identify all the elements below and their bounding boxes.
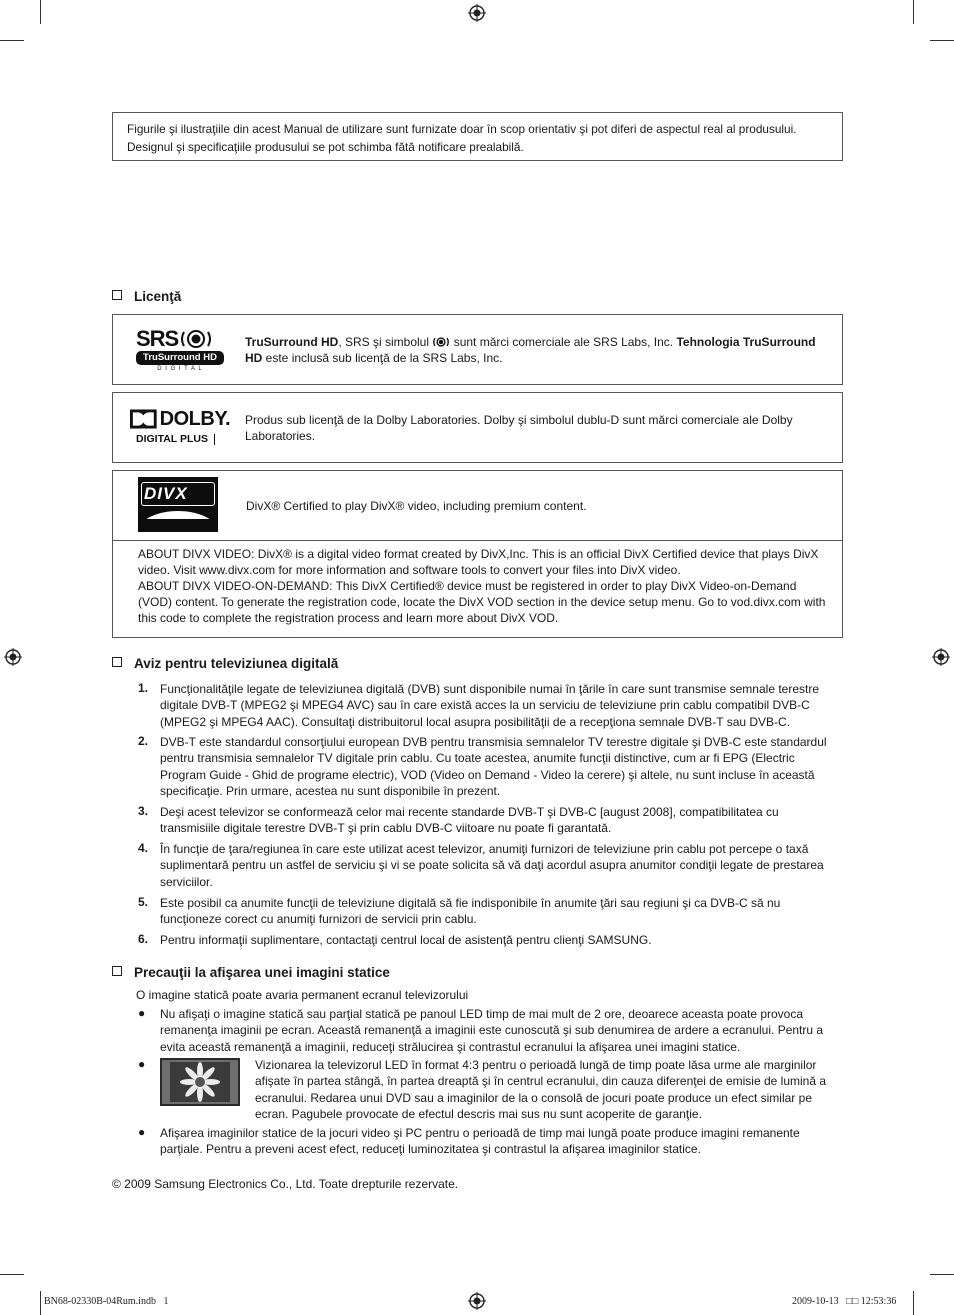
bullet-icon: ● (138, 1057, 146, 1071)
checkbox-bullet-icon (112, 657, 122, 667)
list-item-number: 2. (138, 734, 149, 748)
list-item: În funcţie de ţara/regiunea în care este utilizat acest televizor, anumiţi furnizori de televiziune prin cablu pot percepe o taxă suplimentară pentru un astfel de serviciu şi vi se poate solicita să vă daţi acordul asupra anumitor condiţii legate de prestarea serviciilor. (160, 842, 824, 889)
dolby-double-d-icon (130, 409, 157, 429)
list-item: Vizionarea la televizorul LED în format 4:3 pentru o perioadă lungă de timp poate lăsa urme ale marginilor afişate în partea stângă, în partea dreaptă şi în centrul ecranului, din cauza diferenţei de emisie de lumină a ecranului. Redarea unui DVD sau a imaginilor de la o consolă de jocuri poate produce un efect similar pe ecran. Pagubele provocate de efectul descris mai sus nu sunt acoperite de garanţie. (255, 1058, 827, 1121)
registration-mark-icon (932, 648, 950, 666)
crop-mark (913, 0, 914, 24)
list-item-number: 4. (138, 841, 149, 855)
list-item: Nu afişaţi o imagine statică sau parţial statică pe panoul LED timp de mai mult de 2 ore, deoarece aceasta poate provoca remanenţa imaginii pe ecran. Această remanenţă a imaginii este cunoscută şi sub denumirea de ardere a ecranului. Pentru a evita această remanenţă a imaginii, reduceţi strălucirea şi contrastul ecranului la afişarea unei imagini statice. (160, 1007, 824, 1054)
registration-mark-icon (4, 648, 22, 666)
dolby-logo-text: DOLBY. (159, 408, 230, 430)
divx-logo-base (138, 519, 218, 532)
list-item: Funcţionalităţile legate de televiziunea digitală (DVB) sunt disponibile numai în ţările în care sunt transmise semnale terestre digitale DVB-T (MPEG2 şi MPEG4 AVC) sau în care există acces la un serviciu de televiziune prin cablu compatibil DVB-C (MPEG2 şi MPEG4 AAC). Consultaţi distribuitorul local asupra posibilităţii de a recepţiona semnale DVB-T sau DVB-C. (160, 682, 820, 729)
srs-logo (136, 328, 224, 372)
checkbox-bullet-icon (112, 290, 122, 300)
dolby-digital-plus-label: DIGITAL PLUS (136, 434, 215, 445)
notice-line-2: Designul şi specificaţiile produsului se pot schimba fătă notificare prealabilă. (127, 140, 524, 154)
licence-heading: Licenţă (112, 288, 181, 306)
footer-file-name: BN68-02330B-04Rum.indb (44, 1296, 156, 1307)
list-item: Pentru informaţii suplimentare, contactaţi centrul local de asistenţă pentru clienţi SAMSUNG. (160, 933, 652, 947)
footer-date: 2009-10-13 (792, 1296, 839, 1307)
checkbox-bullet-icon (112, 966, 122, 976)
bullet-icon: ● (138, 1006, 146, 1020)
crop-mark (40, 0, 41, 24)
divx-divider (113, 540, 842, 541)
footer-time: 12:53:36 (860, 1296, 897, 1307)
registration-mark-icon (468, 4, 486, 22)
dolby-licence-text: Produs sub licenţă de la Dolby Laboratories. Dolby şi simbolul dublu-D sunt mărci comerciale ale Dolby Laboratories. (245, 413, 793, 443)
divx-about-text: ABOUT DIVX VIDEO: DivX® is a digital video format created by DivX,Inc. This is an official DivX Certified device that plays DivX video. Visit www.divx.com for more information and software tools to convert your files into DivX video. ABOUT DIVX VIDEO-ON-DEMAND: This DivX Certified® device must be registered in order to play DivX Video-on-Demand (VOD) content. To generate the registration code, locate the DivX VOD section in the device setup menu. Go to vod.divx.com with this code to complete the registration process and learn more about DivX VOD. (138, 547, 826, 625)
bullet-icon: ● (138, 1125, 146, 1139)
list-item-number: 1. (138, 681, 149, 695)
copyright-text: © 2009 Samsung Electronics Co., Ltd. Toate drepturile rezervate. (112, 1177, 459, 1191)
srs-digital-label: D I G I T A L (157, 366, 203, 372)
print-footer-right (792, 1296, 896, 1307)
crop-mark (40, 1291, 41, 1315)
list-item-number: 6. (138, 932, 149, 946)
list-item: Deşi acest televizor se conformează celor mai recente standarde DVB-T şi DVB-C [august 2008], compatibilitatea cu transmisiile digitale terestre DVB-T şi prin cablu DVB-C viitoare nu poate fi garantată. (160, 805, 779, 836)
crop-mark (930, 1274, 954, 1275)
static-intro: O imagine statică poate avaria permanent ecranul televizorului (136, 988, 469, 1002)
footer-glyph: □□ (846, 1296, 859, 1307)
crop-mark (0, 40, 24, 41)
divx-logo-text: DIVX (144, 484, 188, 503)
list-item: Afişarea imaginilor statice de la jocuri video şi PC pentru o perioadă de timp mai lungă poate produce imagini remanente parţiale. Pentru a preveni acest efect, reduceţi luminozitatea şi contrastul la afişarea imaginilor statice. (160, 1126, 800, 1157)
divx-certified-text: DivX® Certified to play DivX® video, including premium content. (246, 499, 587, 513)
srs-symbol-icon (432, 337, 450, 347)
registration-mark-icon (468, 1292, 486, 1310)
crop-mark (930, 40, 954, 41)
static-image-heading: Precauţii la afişarea unei imagini statice (112, 964, 390, 982)
srs-licence-text: TruSurround HD, SRS şi simbolul sunt mărci comerciale ale SRS Labs, Inc. Tehnologia TruSurround HD este inclusă sub licenţă de la SRS Labs, Inc. (245, 335, 816, 365)
notice-box (112, 112, 843, 161)
list-item: Este posibil ca anumite funcţii de televiziune digitală să fie indisponibile în anumite ţări sau regiuni şi ca DVB-C să nu funcţioneze corect cu anumiţi furnizori de servicii prin cablu. (160, 896, 781, 927)
srs-badge: TruSurround HD (136, 351, 224, 365)
dolby-logo (130, 409, 230, 447)
notice-line-1: Figurile şi ilustraţiile din acest Manual de utilizare sunt furnizate doar în scop orientativ şi pot diferi de aspectul real al produsului. (127, 122, 797, 136)
footer-page-number: 1 (163, 1296, 169, 1307)
digital-tv-heading: Aviz pentru televiziunea digitală (112, 655, 338, 673)
list-item-number: 5. (138, 895, 149, 909)
list-item: DVB-T este standardul consorţiului european DVB pentru transmisia semnalelor TV terestre digitale şi DVB-C este standardul pentru transmisia semnalelor TV digitale prin cablu. Cu toate acestea, anumite funcţii distinctive, cum ar fi EPG (Electric Program Guide - Ghid de programe electric), VOD (Video on Demand - Video la cerere) şi altele, nu sunt incluse în această specificaţie. Prin urmare, acestea nu sunt disponibile în prezent. (160, 735, 827, 798)
crop-mark (0, 1274, 24, 1275)
srs-symbol-icon (180, 330, 212, 348)
list-item-number: 3. (138, 804, 149, 818)
tv-static-image-icon (160, 1058, 240, 1106)
divx-logo (138, 477, 218, 532)
srs-logo-text: SRS (136, 326, 179, 351)
print-footer-left (44, 1296, 168, 1307)
crop-mark (913, 1291, 914, 1315)
